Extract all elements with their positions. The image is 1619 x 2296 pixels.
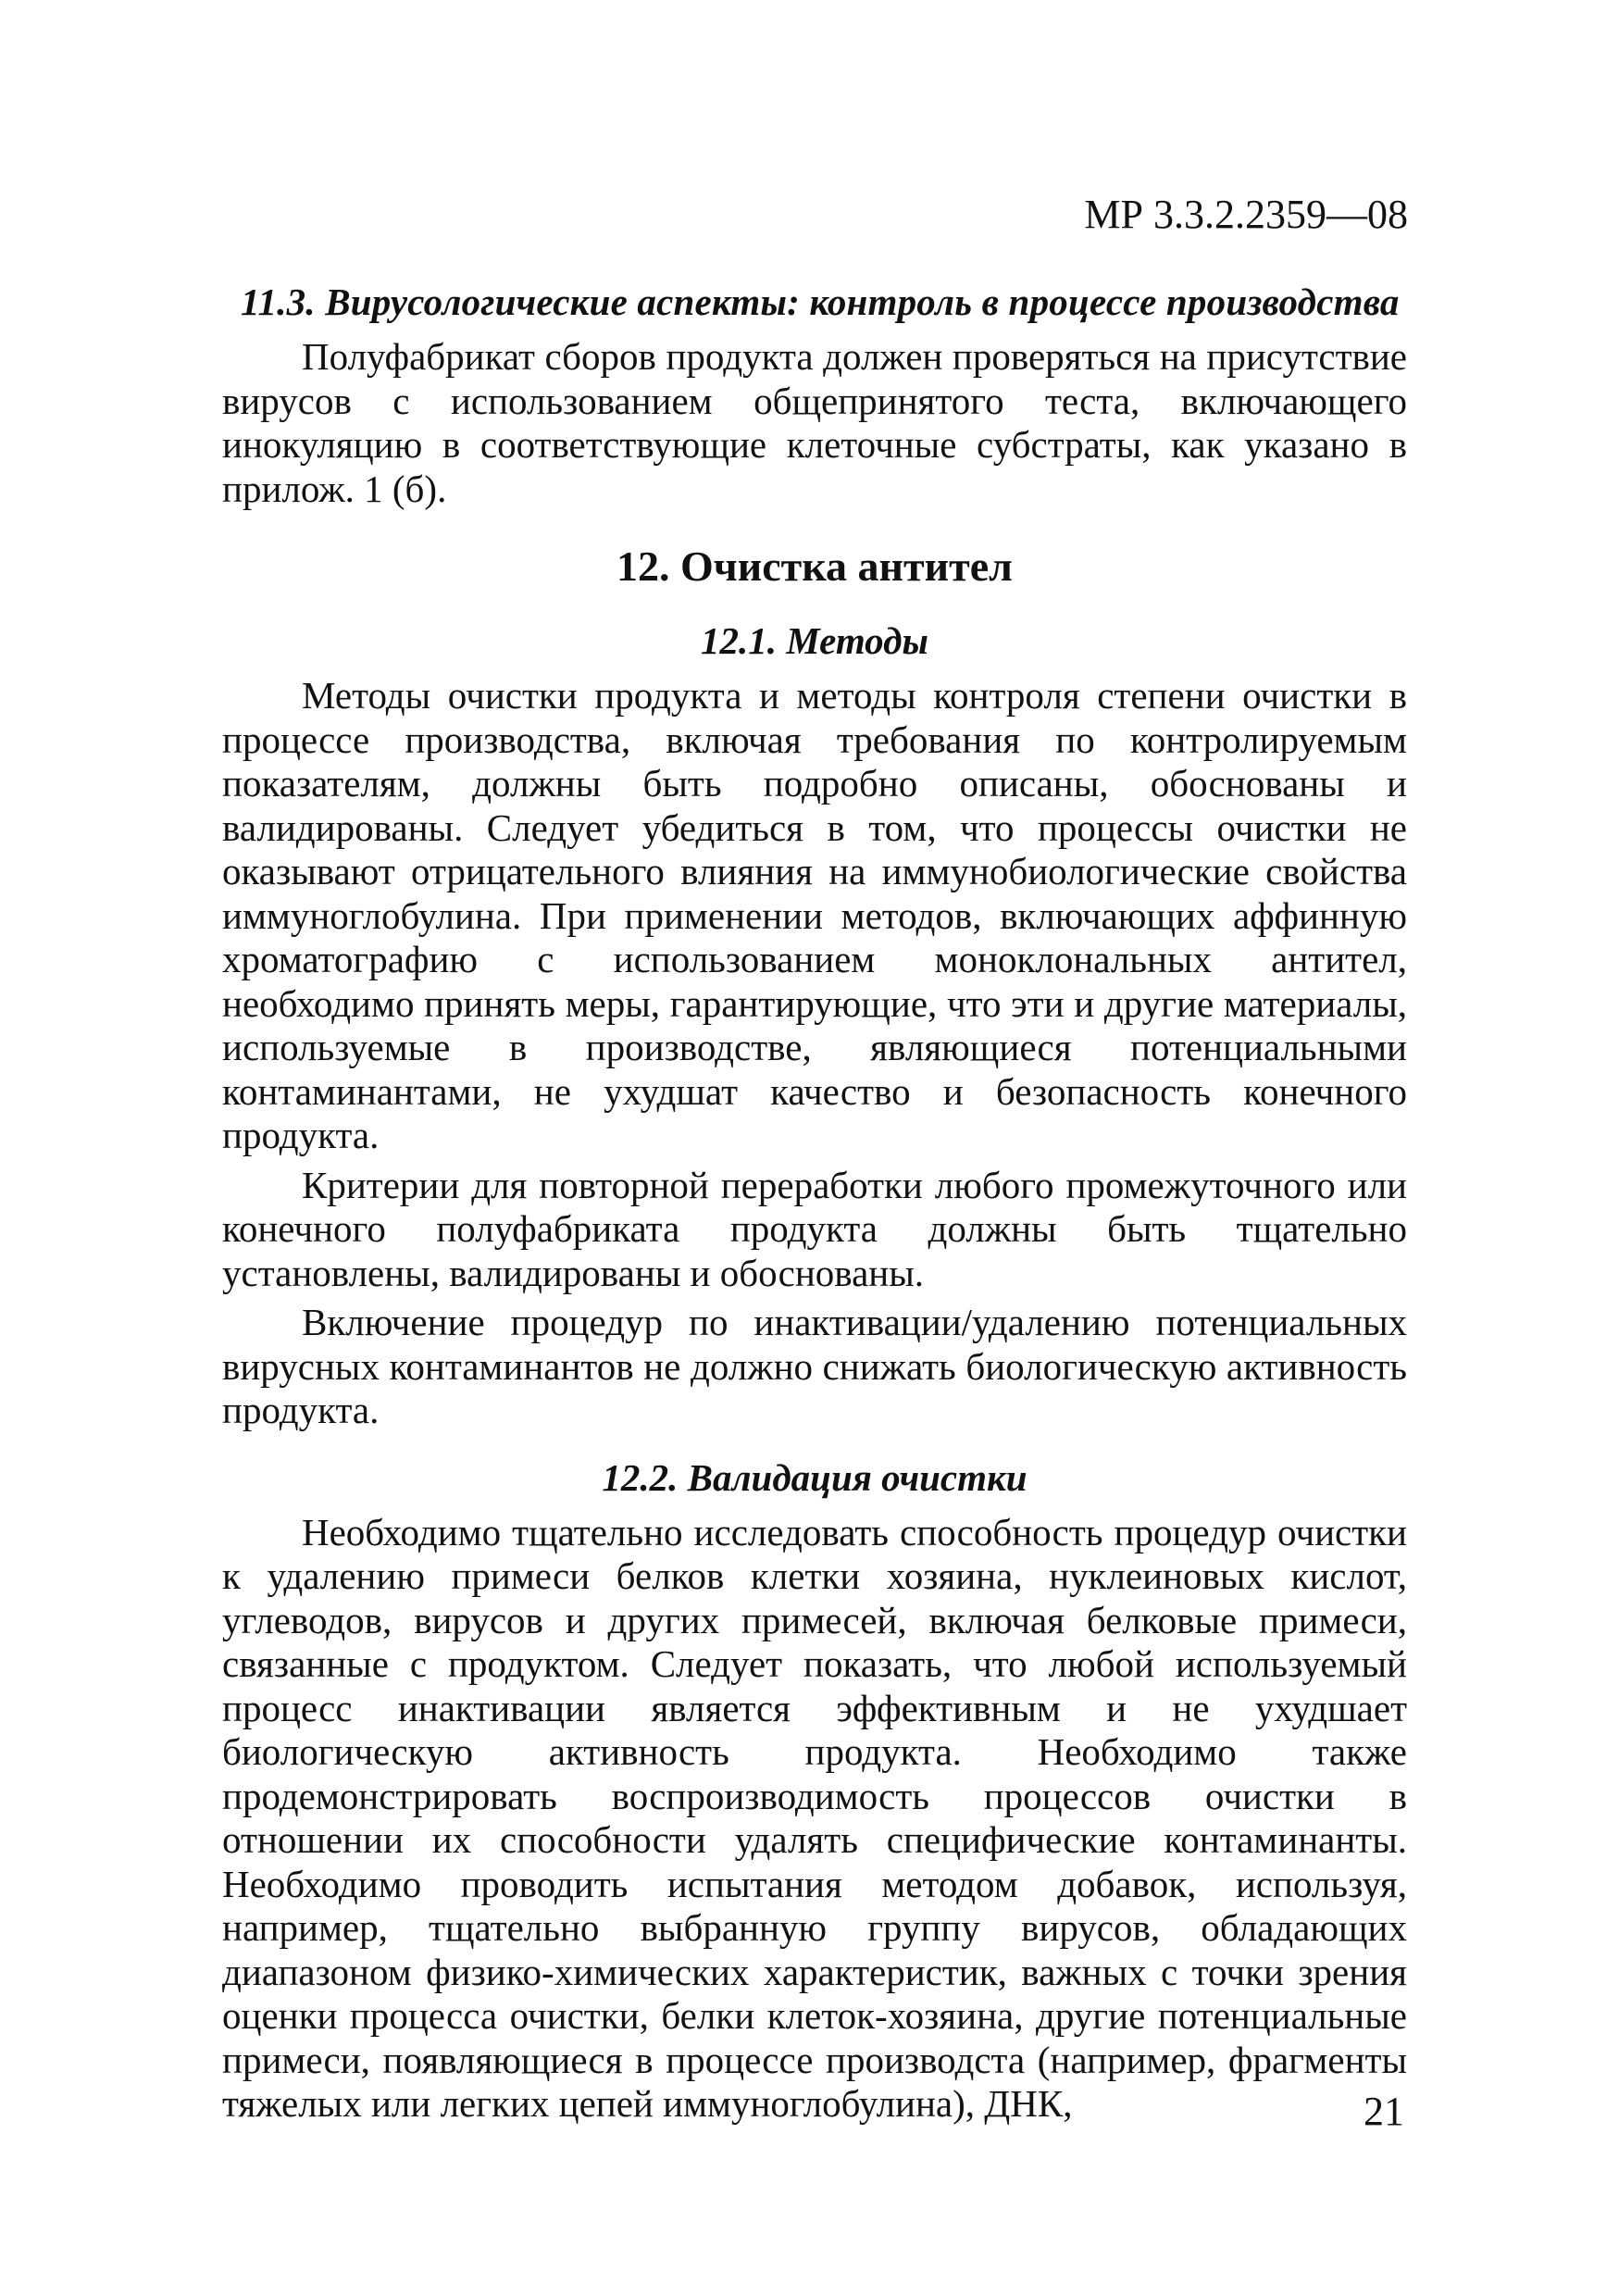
section-12-2-paragraph-1: Необходимо тщательно исследовать способность процедур очистки к удалению примеси белков клетки хозяина, нуклеиновых кислот, углеводов, вирусов и других примесей, включая белковые примеси, связанные с продуктом. Следует показать, что любой используемый процесс инактивации является эффективным и не ухудшает биологическую активность продукта. Необходимо также продемонстрировать воспроизводимость процессов очистки в отношении их способности удалять специфические контаминанты. Необходимо проводить испытания методом добавок, используя, например, тщательно выбранную группу вирусов, обладающих диапазоном физико-химических характеристик, важных с точки зрения оценки процесса очистки, белки клеток-хозяина, другие потенциальные примеси, появляющиеся в процессе производста (например, фрагменты тяжелых или легких цепей иммуноглобулина), ДНК,	[222, 1510, 1407, 2125]
section-12-1-paragraph-2: Критерии для повторной переработки любого промежуточного или конечного полуфабриката продукта должны быть тщательно установлены, валидированы и обоснованы.	[222, 1163, 1407, 1294]
section-12-heading: 12. Очистка антител	[616, 543, 1013, 590]
section-12-2-heading: 12.2. Валидация очистки	[602, 1455, 1027, 1499]
page-content	[222, 278, 1407, 2132]
section-11-3-paragraph-1: Полуфабрикат сборов продукта должен проверяться на присутствие вирусов с использованием общепринятого теста, включающего инокуляцию в соответствующие клеточные субстраты, как указано в прилож. 1 (б).	[222, 335, 1407, 510]
section-11-3-heading: 11.3. Вирусологические аспекты: контроль в процессе производства	[241, 281, 1400, 323]
section-12-1-paragraph-1: Методы очистки продукта и методы контроля степени очистки в процессе производства, включая требования по контролируемым показателям, должны быть подробно описаны, обоснованы и валидированы. Следует убедиться в том, что процессы очистки не оказывают отрицательного влияния на иммунобиологические свойства иммуноглобулина. При применении методов, включающих аффинную хроматографию с использованием моноклональных антител, необходимо принять меры, гарантирующие, что эти и другие материалы, используемые в производстве, являющиеся потенциальными контаминантами, не ухудшат качество и безопасность конечного продукта.	[222, 674, 1407, 1156]
section-12-1-paragraph-3: Включение процедур по инактивации/удалению потенциальных вирусных контаминантов не должно снижать биологическую активность продукта.	[222, 1301, 1407, 1431]
page-number: 21	[1364, 2089, 1404, 2134]
section-12-1-heading: 12.1. Методы	[701, 619, 928, 662]
document-code: МР 3.3.2.2359—08	[1084, 192, 1408, 237]
